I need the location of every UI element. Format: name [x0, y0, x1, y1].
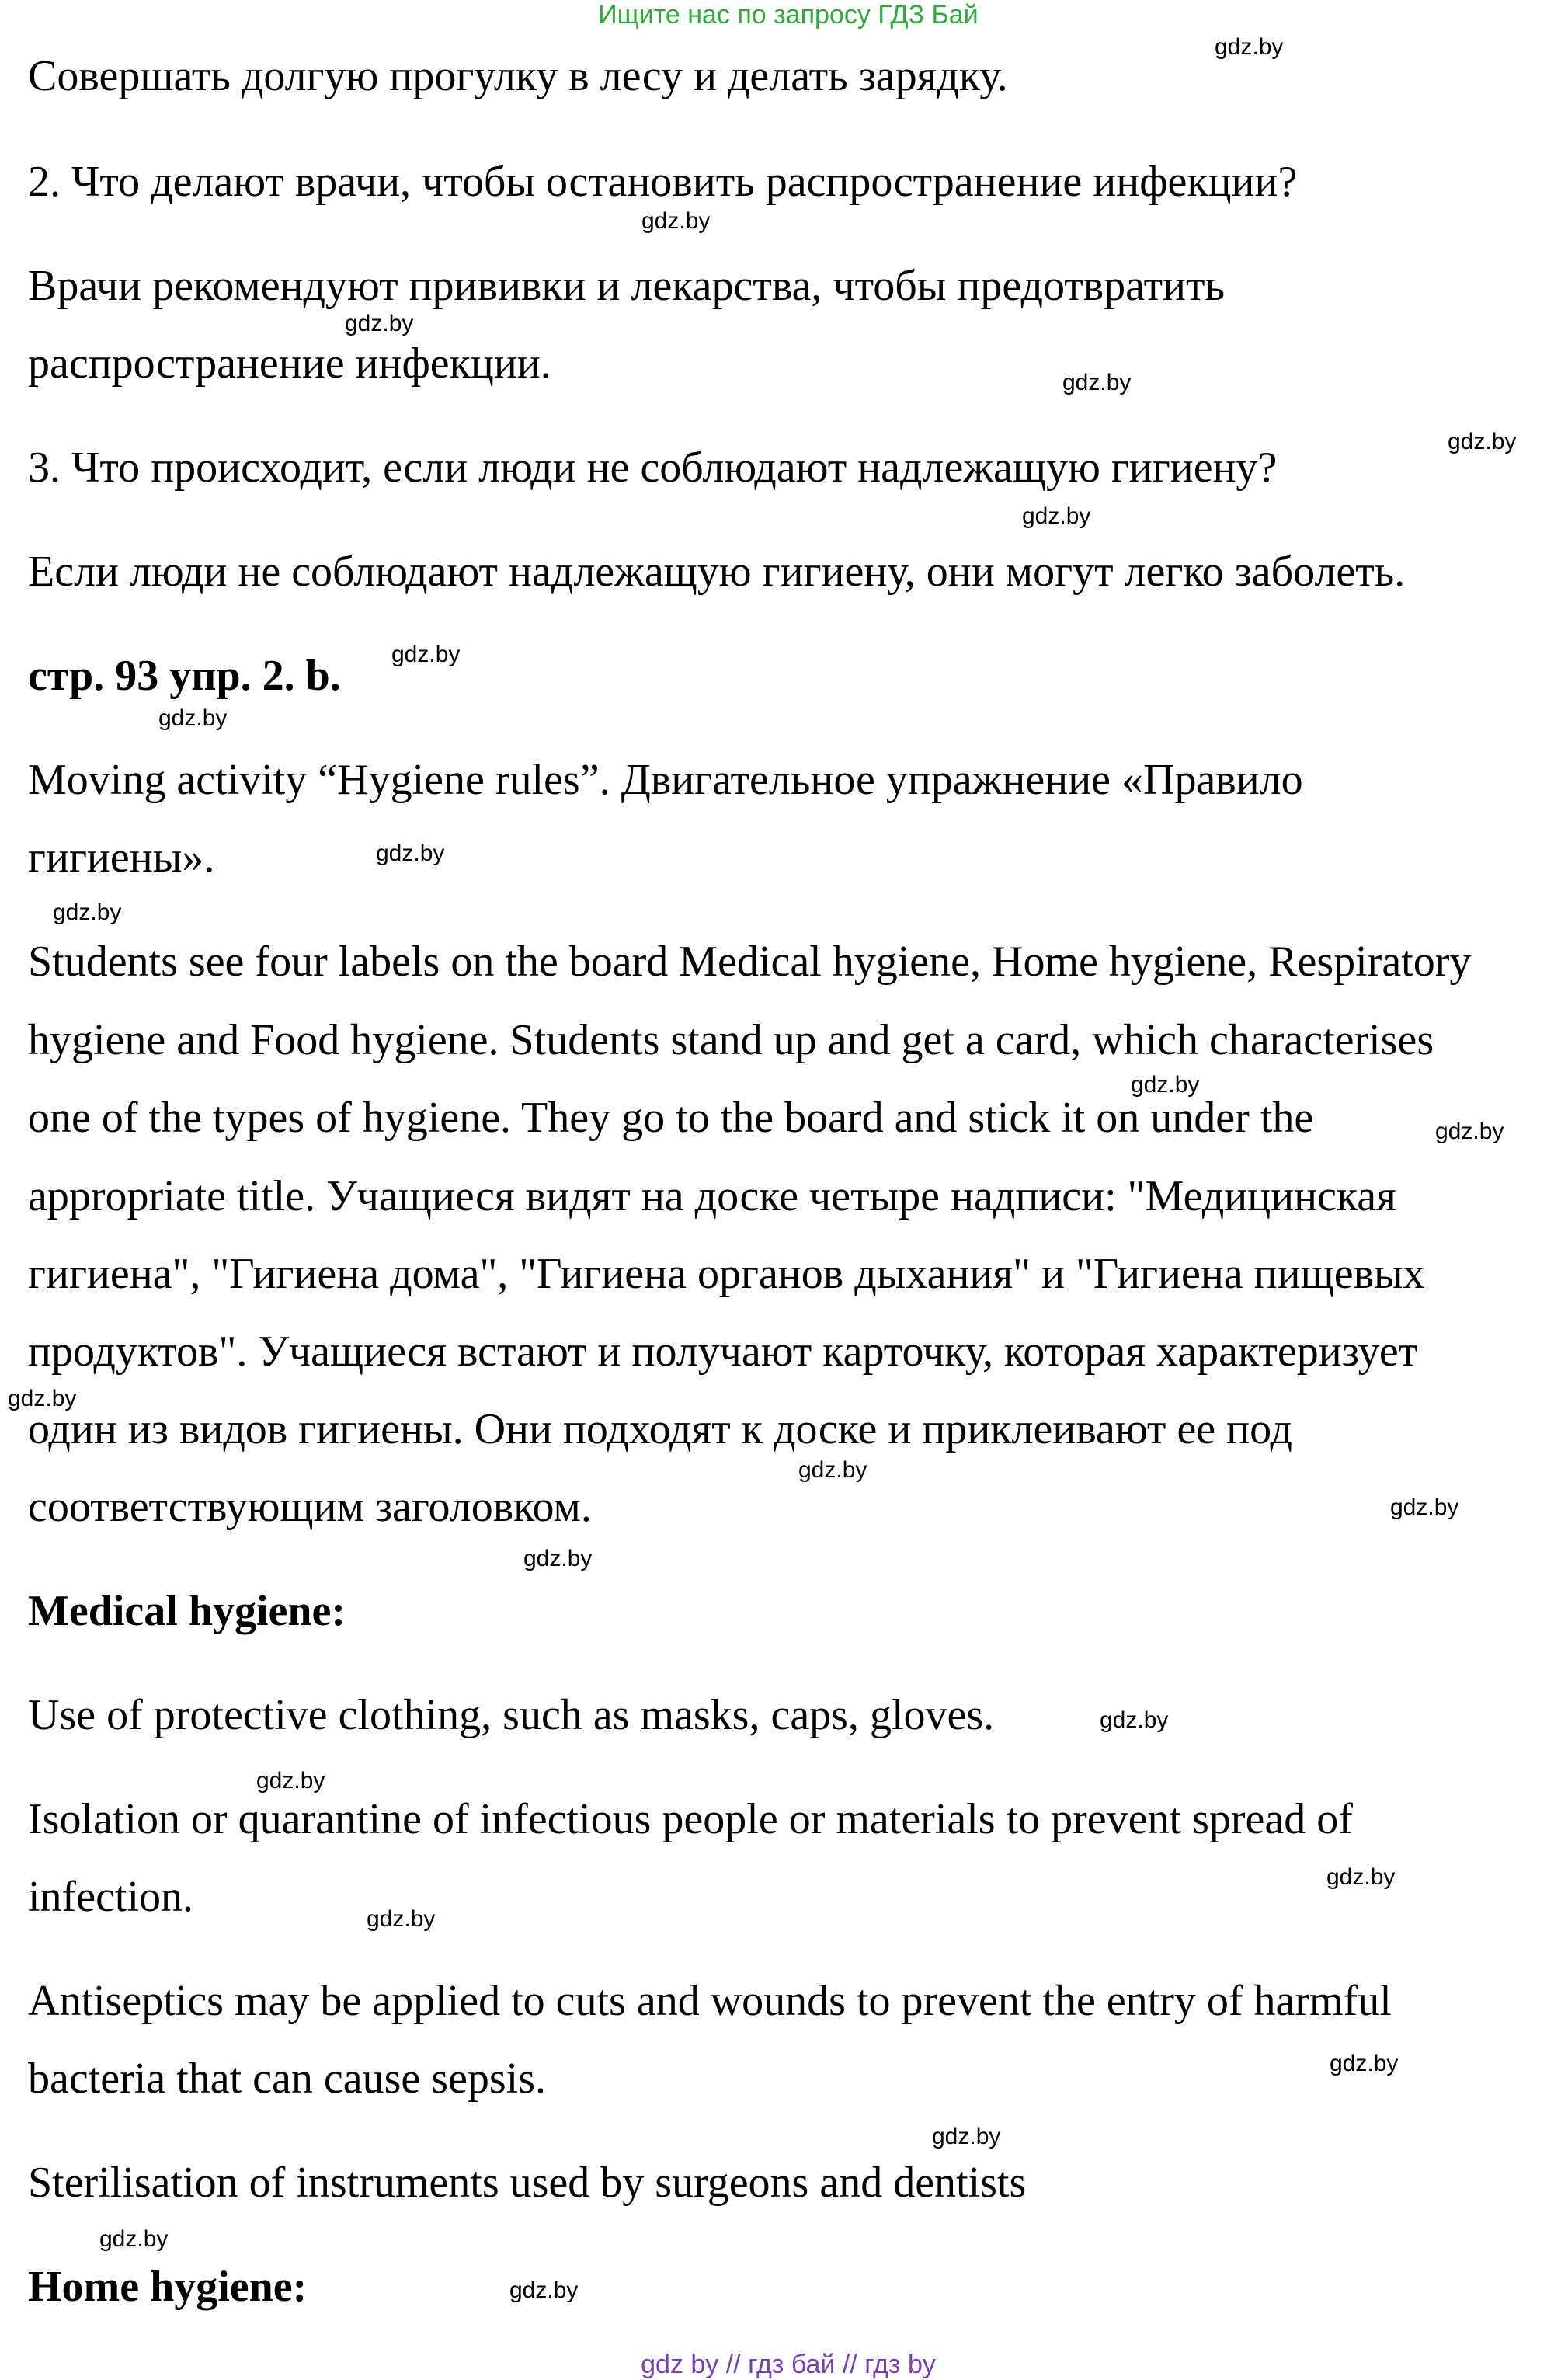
watermark: gdz.by — [345, 311, 414, 336]
paragraph-line-1: Students see four labels on the board Medical hygiene, Home hygiene, Respiratory — [28, 938, 1472, 986]
paragraph-line-3: one of the types of hygiene. They go to the board and stick it on under the — [28, 1094, 1314, 1142]
footer-banner[interactable]: gdz by // гдз бай // гдз by — [641, 2350, 936, 2379]
watermark: gdz.by — [1062, 370, 1132, 395]
watermark: gdz.by — [523, 1546, 593, 1571]
paragraph-line-2: hygiene and Food hygiene. Students stand up and get a card, which characterises — [28, 1016, 1434, 1064]
paragraph-line-7: один из видов гигиены. Они подходят к доске и приклеивают ее под — [28, 1405, 1292, 1453]
watermark: gdz.by — [376, 840, 445, 866]
activity-title-line-1: Moving activity “Hygiene rules”. Двигательное упражнение «Правило — [28, 756, 1303, 804]
paragraph-line-6: продуктов". Учащиеся встают и получают карточку, которая характеризует — [28, 1327, 1418, 1376]
home-hygiene-heading: Home hygiene: — [28, 2263, 308, 2311]
watermark: gdz.by — [641, 208, 711, 234]
activity-title-line-2: гигиены». — [28, 833, 215, 882]
medical-item-1: Use of protective clothing, such as masks, caps, gloves. — [28, 1691, 995, 1739]
watermark: gdz.by — [1390, 1494, 1459, 1520]
watermark: gdz.by — [367, 1906, 436, 1932]
paragraph-line-5: гигиена", "Гигиена дома", "Гигиена органов дыхания" и "Гигиена пищевых — [28, 1250, 1425, 1298]
watermark: gdz.by — [1326, 1864, 1396, 1890]
watermark: gdz.by — [1215, 34, 1284, 60]
watermark: gdz.by — [53, 899, 122, 925]
watermark: gdz.by — [798, 1457, 867, 1483]
answer-2-line-1: Врачи рекомендуют прививки и лекарства, чтобы предотвратить — [28, 262, 1226, 310]
medical-item-3-line-2: bacteria that can cause sepsis. — [28, 2055, 547, 2103]
answer-3: Если люди не соблюдают надлежащую гигиену, они могут легко заболеть. — [28, 548, 1406, 596]
paragraph-line-4: appropriate title. Учащиеся видят на доске четыре надписи: "Медицинская — [28, 1172, 1396, 1220]
answer-2-line-2: распространение инфекции. — [28, 339, 551, 388]
medical-item-2-line-1: Isolation or quarantine of infectious people or materials to prevent spread of — [28, 1795, 1353, 1843]
watermark: gdz.by — [99, 2226, 169, 2252]
medical-hygiene-heading: Medical hygiene: — [28, 1587, 346, 1635]
exercise-heading: стр. 93 упр. 2. b. — [28, 652, 341, 700]
question-3: 3. Что происходит, если люди не соблюдают надлежащую гигиену? — [28, 444, 1278, 492]
watermark: gdz.by — [391, 642, 461, 667]
paragraph-line-8: соответствующим заголовком. — [28, 1483, 592, 1531]
medical-item-2-line-2: infection. — [28, 1873, 194, 1921]
search-banner[interactable]: Ищите нас по запросу ГДЗ Бай — [598, 0, 979, 30]
watermark: gdz.by — [509, 2277, 579, 2303]
watermark: gdz.by — [932, 2124, 1001, 2149]
question-2: 2. Что делают врачи, чтобы остановить распространение инфекции? — [28, 158, 1298, 206]
watermark: gdz.by — [256, 1768, 325, 1794]
watermark: gdz.by — [1131, 1072, 1200, 1098]
watermark: gdz.by — [1435, 1119, 1504, 1144]
watermark: gdz.by — [8, 1386, 77, 1411]
watermark: gdz.by — [1330, 2051, 1399, 2076]
watermark: gdz.by — [1448, 429, 1517, 454]
watermark: gdz.by — [158, 705, 228, 731]
medical-item-4: Sterilisation of instruments used by surgeons and dentists — [28, 2159, 1027, 2207]
watermark: gdz.by — [1100, 1707, 1169, 1733]
medical-item-3-line-1: Antiseptics may be applied to cuts and wounds to prevent the entry of harmful — [28, 1977, 1392, 2025]
answer-line-1: Совершать долгую прогулку в лесу и делать зарядку. — [28, 52, 1008, 100]
watermark: gdz.by — [1022, 503, 1091, 529]
